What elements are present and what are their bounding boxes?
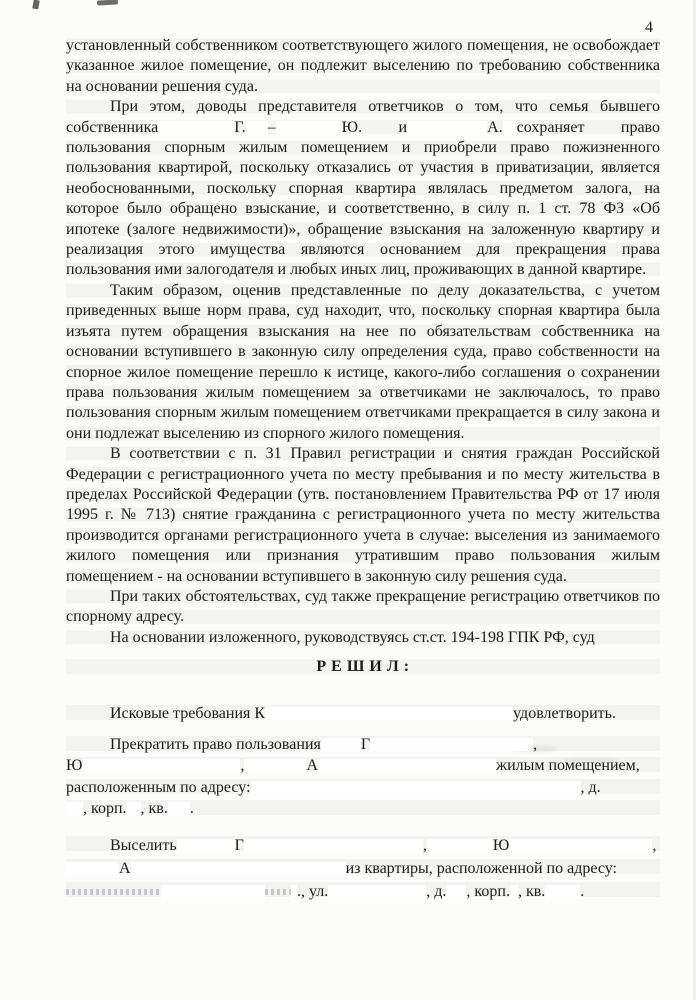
redaction-gap [177,839,235,852]
paragraph-court-findings: Таким образом, оценив представленные по делу доказательства, с учетом приведенных выше норм права, суд находит, что, поскольку спорная квартира была изъята путем обращения взыскания на нее по обязательствам собственника на основании вступившего в законную силу определения суда, право собственности на спорное жилое помещение перешло к истице, какого-либо соглашения о сохранении права пользования жилым помещением за ответчиками не заключалось, то право пользования спорным жилым помещением ответчиками прекращается в силу закона и они подлежат выселению из спорного жилого помещения. [66,281,660,444]
text-segment: удовлетворить. [513,705,616,723]
redaction-gap [246,121,268,134]
scan-artifact [97,0,118,6]
text-segment: из квартиры, расположенной по адресу: [345,859,617,877]
text-segment: , корп. [83,800,127,818]
redaction-gap [509,839,652,852]
redaction-gap [276,121,342,134]
text-segment: А. [487,118,503,136]
text-segment: , д. [426,882,447,900]
redaction-gap [244,759,306,772]
text-segment: – [267,118,276,136]
scan-artifact [32,0,39,9]
text-segment: А [306,757,319,775]
redaction-gap [251,781,581,794]
redaction-gap [66,802,83,815]
text-segment: . [580,882,585,900]
text-segment: Ю. и [341,118,408,136]
redaction-gap [510,885,518,898]
text-segment: , кв. [517,882,546,900]
redaction-gap [321,738,361,751]
operative-line-evict-2 [66,857,660,880]
text-segment: При этом, доводы представителя ответчиков о том, что семья бывшего собственника [66,98,660,136]
operative-line-terminate-4 [66,798,660,820]
text-segment: Исковые требования К [110,705,266,723]
operative-line-claims-satisfied [66,703,660,725]
redaction-gap [131,862,346,875]
operative-line-terminate-3 [66,777,660,799]
text-segment: Ю [492,836,510,854]
operative-line-terminate-1 [66,734,660,756]
faded-scan-remnant [265,889,291,895]
text-segment: , [533,735,538,753]
text-segment: , корп. [466,882,510,900]
paragraph-circumstances: При таких обстоятельствах, суд также прекращение регистрацию ответчиков по спорному адресу. [66,587,660,628]
redaction-gap [446,885,466,898]
paragraph-legal-basis: На основании изложенного, руководствуясь ст.ст. 194-198 ГПК РФ, суд [66,628,660,648]
text-segment: , [240,757,245,775]
document-content [66,36,660,903]
text-segment: , кв. [140,800,168,818]
redaction-gap [407,121,487,134]
text-segment: Выселить [110,836,177,854]
redaction-gap [244,839,423,852]
faded-scan-remnant [66,889,161,895]
operative-line-terminate-2 [66,755,660,777]
text-segment: . [189,800,194,818]
text-segment: , д. [580,778,601,796]
redaction-gap [158,121,234,134]
text-segment: сохраняет право пользования спорным жилым помещением и приобрели право пожизненного пользования квартирой, поскольку отказались от участия в приватизации, является необоснованными, поскольку спорная квартира являлась предметом залога, на которое было обращено взыскание, и соответственно, в силу п. 1 ст. 78 ФЗ «Об ипотеке (залоге недвижимости)», обращение взыскания на заложенную квартиру и реализация этого имущества являются основанием для прекращения права пользования ими залогодателя и любых иных лиц, проживающих в данной квартире. [66,118,660,279]
paragraph-eviction-basis: установленный собственником соответствующего жилого помещения, не освобождает указанное жилое помещение, он подлежит выселению по требованию собственника на основании решения суда. [66,36,660,97]
text-segment: Прекратить право пользования [110,735,321,753]
page-number: 4 [645,19,653,36]
paragraph-respondents-arguments [66,97,660,281]
text-segment: жилым помещением, [496,757,640,775]
redaction-gap [127,802,141,815]
redaction-gap [328,885,426,898]
redaction-gap [370,738,533,751]
text-segment: Ю [66,757,83,775]
text-segment: Г [360,735,371,753]
redaction-gap [265,707,513,720]
redaction-gap [545,885,580,898]
redaction-gap [66,862,119,875]
redaction-gap [168,802,190,815]
paragraph-registration-rules: В соответствии с п. 31 Правил регистрации и снятия граждан Российской Федерации с регистрационного учета по месту пребывания и по месту жительства в пределах Российской Федерации (утв. постановлением Правительства РФ от 17 июля 1995 г. № 713) снятие гражданина с регистрационного учета по месту жительства производится органами регистрационного учета в случае: выселения из занимаемого жилого помещения или признания утратившим право пользования жилым помещением - на основании вступившего в законную силу решения суда. [66,444,660,587]
text-segment: , [652,836,657,854]
text-segment: расположенным по адресу: [66,778,251,796]
redaction-gap [82,759,240,772]
operative-line-evict-1 [66,834,660,857]
text-segment: Г. [234,118,246,136]
operative-line-evict-3 [66,880,660,903]
redaction-gap [427,839,493,852]
text-segment: ., ул. [297,882,329,900]
redaction-gap [318,759,496,772]
text-segment: Г [234,836,244,854]
redaction-gap [503,121,517,134]
decision-heading: Р Е Ш И Л : [66,657,660,677]
text-segment: А [119,859,131,877]
text-segment: , [422,836,427,854]
redaction-gap [161,885,265,898]
